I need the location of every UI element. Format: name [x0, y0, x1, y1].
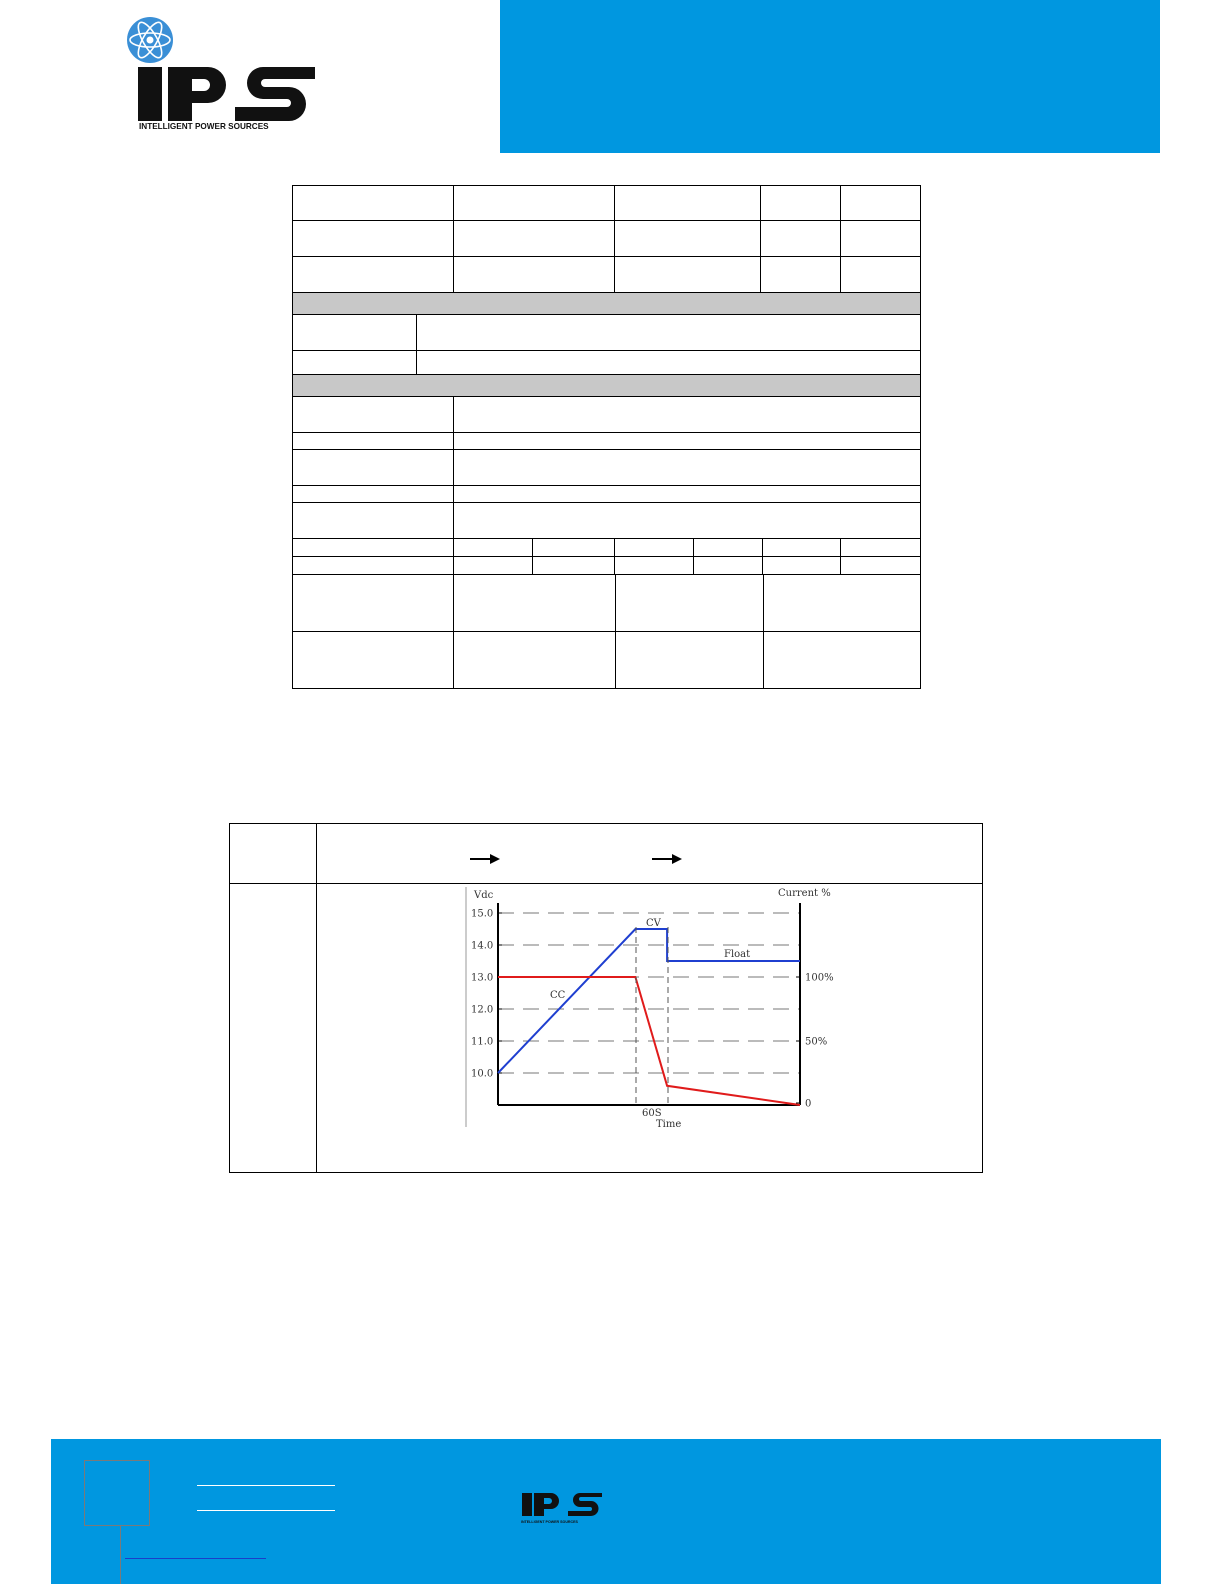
- footer-photo-frame: [84, 1460, 150, 1526]
- y-tick-label: 10.0: [471, 1068, 494, 1080]
- spec-table-top: [292, 185, 921, 315]
- arrow-right-icon: [652, 853, 684, 865]
- x-axis-label: Time: [656, 1119, 682, 1130]
- charging-box-divider: [316, 823, 317, 1173]
- table-row: [293, 632, 921, 689]
- section-band: [293, 293, 921, 315]
- footer-link-underline[interactable]: [197, 1510, 335, 1511]
- footer-link-underline[interactable]: [197, 1485, 335, 1486]
- spec-table-bottom: [292, 574, 921, 689]
- table-row: [293, 503, 921, 539]
- table-row: [293, 433, 921, 450]
- spec-table-dims: [292, 538, 921, 575]
- spec-table-mid: [292, 314, 921, 397]
- table-row: [293, 575, 921, 632]
- y-tick-label: 13.0: [471, 972, 494, 984]
- y2-tick-label: 50%: [805, 1036, 828, 1048]
- svg-text:INTELLIGENT POWER SOURCES: INTELLIGENT POWER SOURCES: [521, 1520, 578, 1524]
- charging-curve-chart: [460, 883, 840, 1133]
- y-tick-label: 15.0: [471, 908, 494, 920]
- svg-text:INTELLIGENT POWER SOURCES: INTELLIGENT POWER SOURCES: [139, 122, 269, 131]
- y2-tick-label: 100%: [805, 972, 834, 984]
- footer-ips-logo: [520, 1490, 604, 1526]
- table-row: [293, 486, 921, 503]
- atom-icon: [127, 17, 173, 63]
- table-row: [293, 557, 921, 575]
- table-row: [293, 450, 921, 486]
- x-marker-label: 60S: [642, 1108, 662, 1119]
- footer-band: [51, 1439, 1161, 1584]
- table-row: [293, 221, 921, 257]
- table-row: [293, 257, 921, 293]
- footer-divider: [120, 1526, 121, 1584]
- y2-tick-label: 0: [805, 1098, 812, 1110]
- voltage-series-line: [498, 929, 800, 1073]
- ips-logo: [125, 15, 325, 135]
- arrow-right-icon: [470, 853, 502, 865]
- table-row: [293, 186, 921, 221]
- spec-table-lower: [292, 396, 921, 539]
- footer-link-underline[interactable]: [125, 1558, 266, 1559]
- y-tick-label: 11.0: [471, 1036, 494, 1048]
- table-row: [293, 351, 921, 375]
- header-band: [500, 0, 1160, 153]
- annotation-cv: CV: [646, 918, 661, 929]
- table-row: [293, 315, 921, 351]
- annotation-cc: CC: [550, 990, 566, 1001]
- y-tick-label: 14.0: [471, 940, 494, 952]
- y-axis-label: Vdc: [474, 890, 494, 901]
- y2-axis-label: Current %: [778, 888, 831, 899]
- table-row: [293, 397, 921, 433]
- y-tick-label: 12.0: [471, 1004, 494, 1016]
- table-row: [293, 539, 921, 557]
- annotation-float: Float: [724, 949, 751, 960]
- section-band: [293, 375, 921, 397]
